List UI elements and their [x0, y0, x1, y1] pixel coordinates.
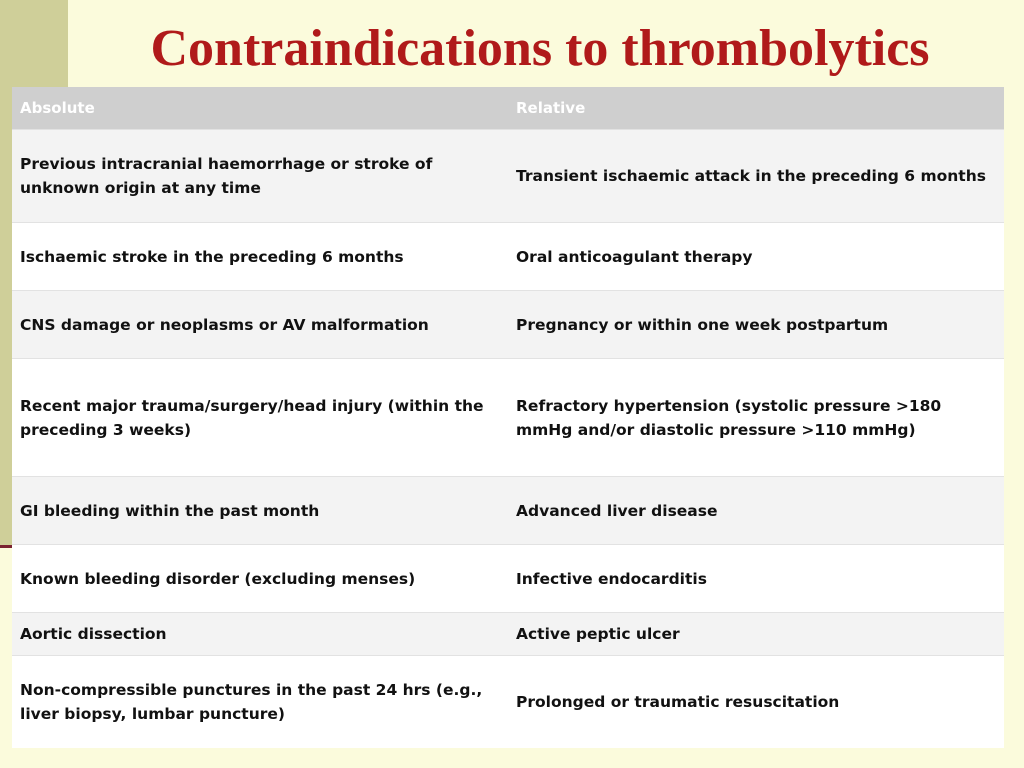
table-row [12, 359, 1004, 477]
slide-title: Contraindications to thrombolytics [150, 20, 930, 77]
table-header-row [12, 87, 1004, 130]
cell-relative: Infective endocarditis [508, 545, 1004, 613]
table-row [12, 545, 1004, 613]
cell-absolute: Aortic dissection [12, 613, 508, 656]
cell-absolute: Ischaemic stroke in the preceding 6 months [12, 223, 508, 291]
cell-relative: Active peptic ulcer [508, 613, 1004, 656]
cell-relative: Advanced liver disease [508, 477, 1004, 545]
cell-absolute: Non-compressible punctures in the past 24 hrs (e.g., liver biopsy, lumbar puncture) [12, 656, 508, 748]
table-row [12, 656, 1004, 748]
cell-absolute: Known bleeding disorder (excluding menses) [12, 545, 508, 613]
cell-relative: Prolonged or traumatic resuscitation [508, 656, 1004, 748]
table-row [12, 613, 1004, 656]
cell-absolute: CNS damage or neoplasms or AV malformation [12, 291, 508, 359]
header-relative: Relative [508, 87, 1004, 130]
contraindications-table [12, 87, 1004, 748]
table-row [12, 130, 1004, 223]
cell-relative: Oral anticoagulant therapy [508, 223, 1004, 291]
cell-relative: Pregnancy or within one week postpartum [508, 291, 1004, 359]
header-absolute: Absolute [12, 87, 508, 130]
cell-absolute: Previous intracranial haemorrhage or stroke of unknown origin at any time [12, 130, 508, 223]
cell-relative: Refractory hypertension (systolic pressure >180 mmHg and/or diastolic pressure >110 mmHg) [508, 359, 1004, 477]
cell-absolute: Recent major trauma/surgery/head injury (within the preceding 3 weeks) [12, 359, 508, 477]
table-row [12, 223, 1004, 291]
table-row [12, 291, 1004, 359]
cell-absolute: GI bleeding within the past month [12, 477, 508, 545]
table-row [12, 477, 1004, 545]
cell-relative: Transient ischaemic attack in the preceding 6 months [508, 130, 1004, 223]
